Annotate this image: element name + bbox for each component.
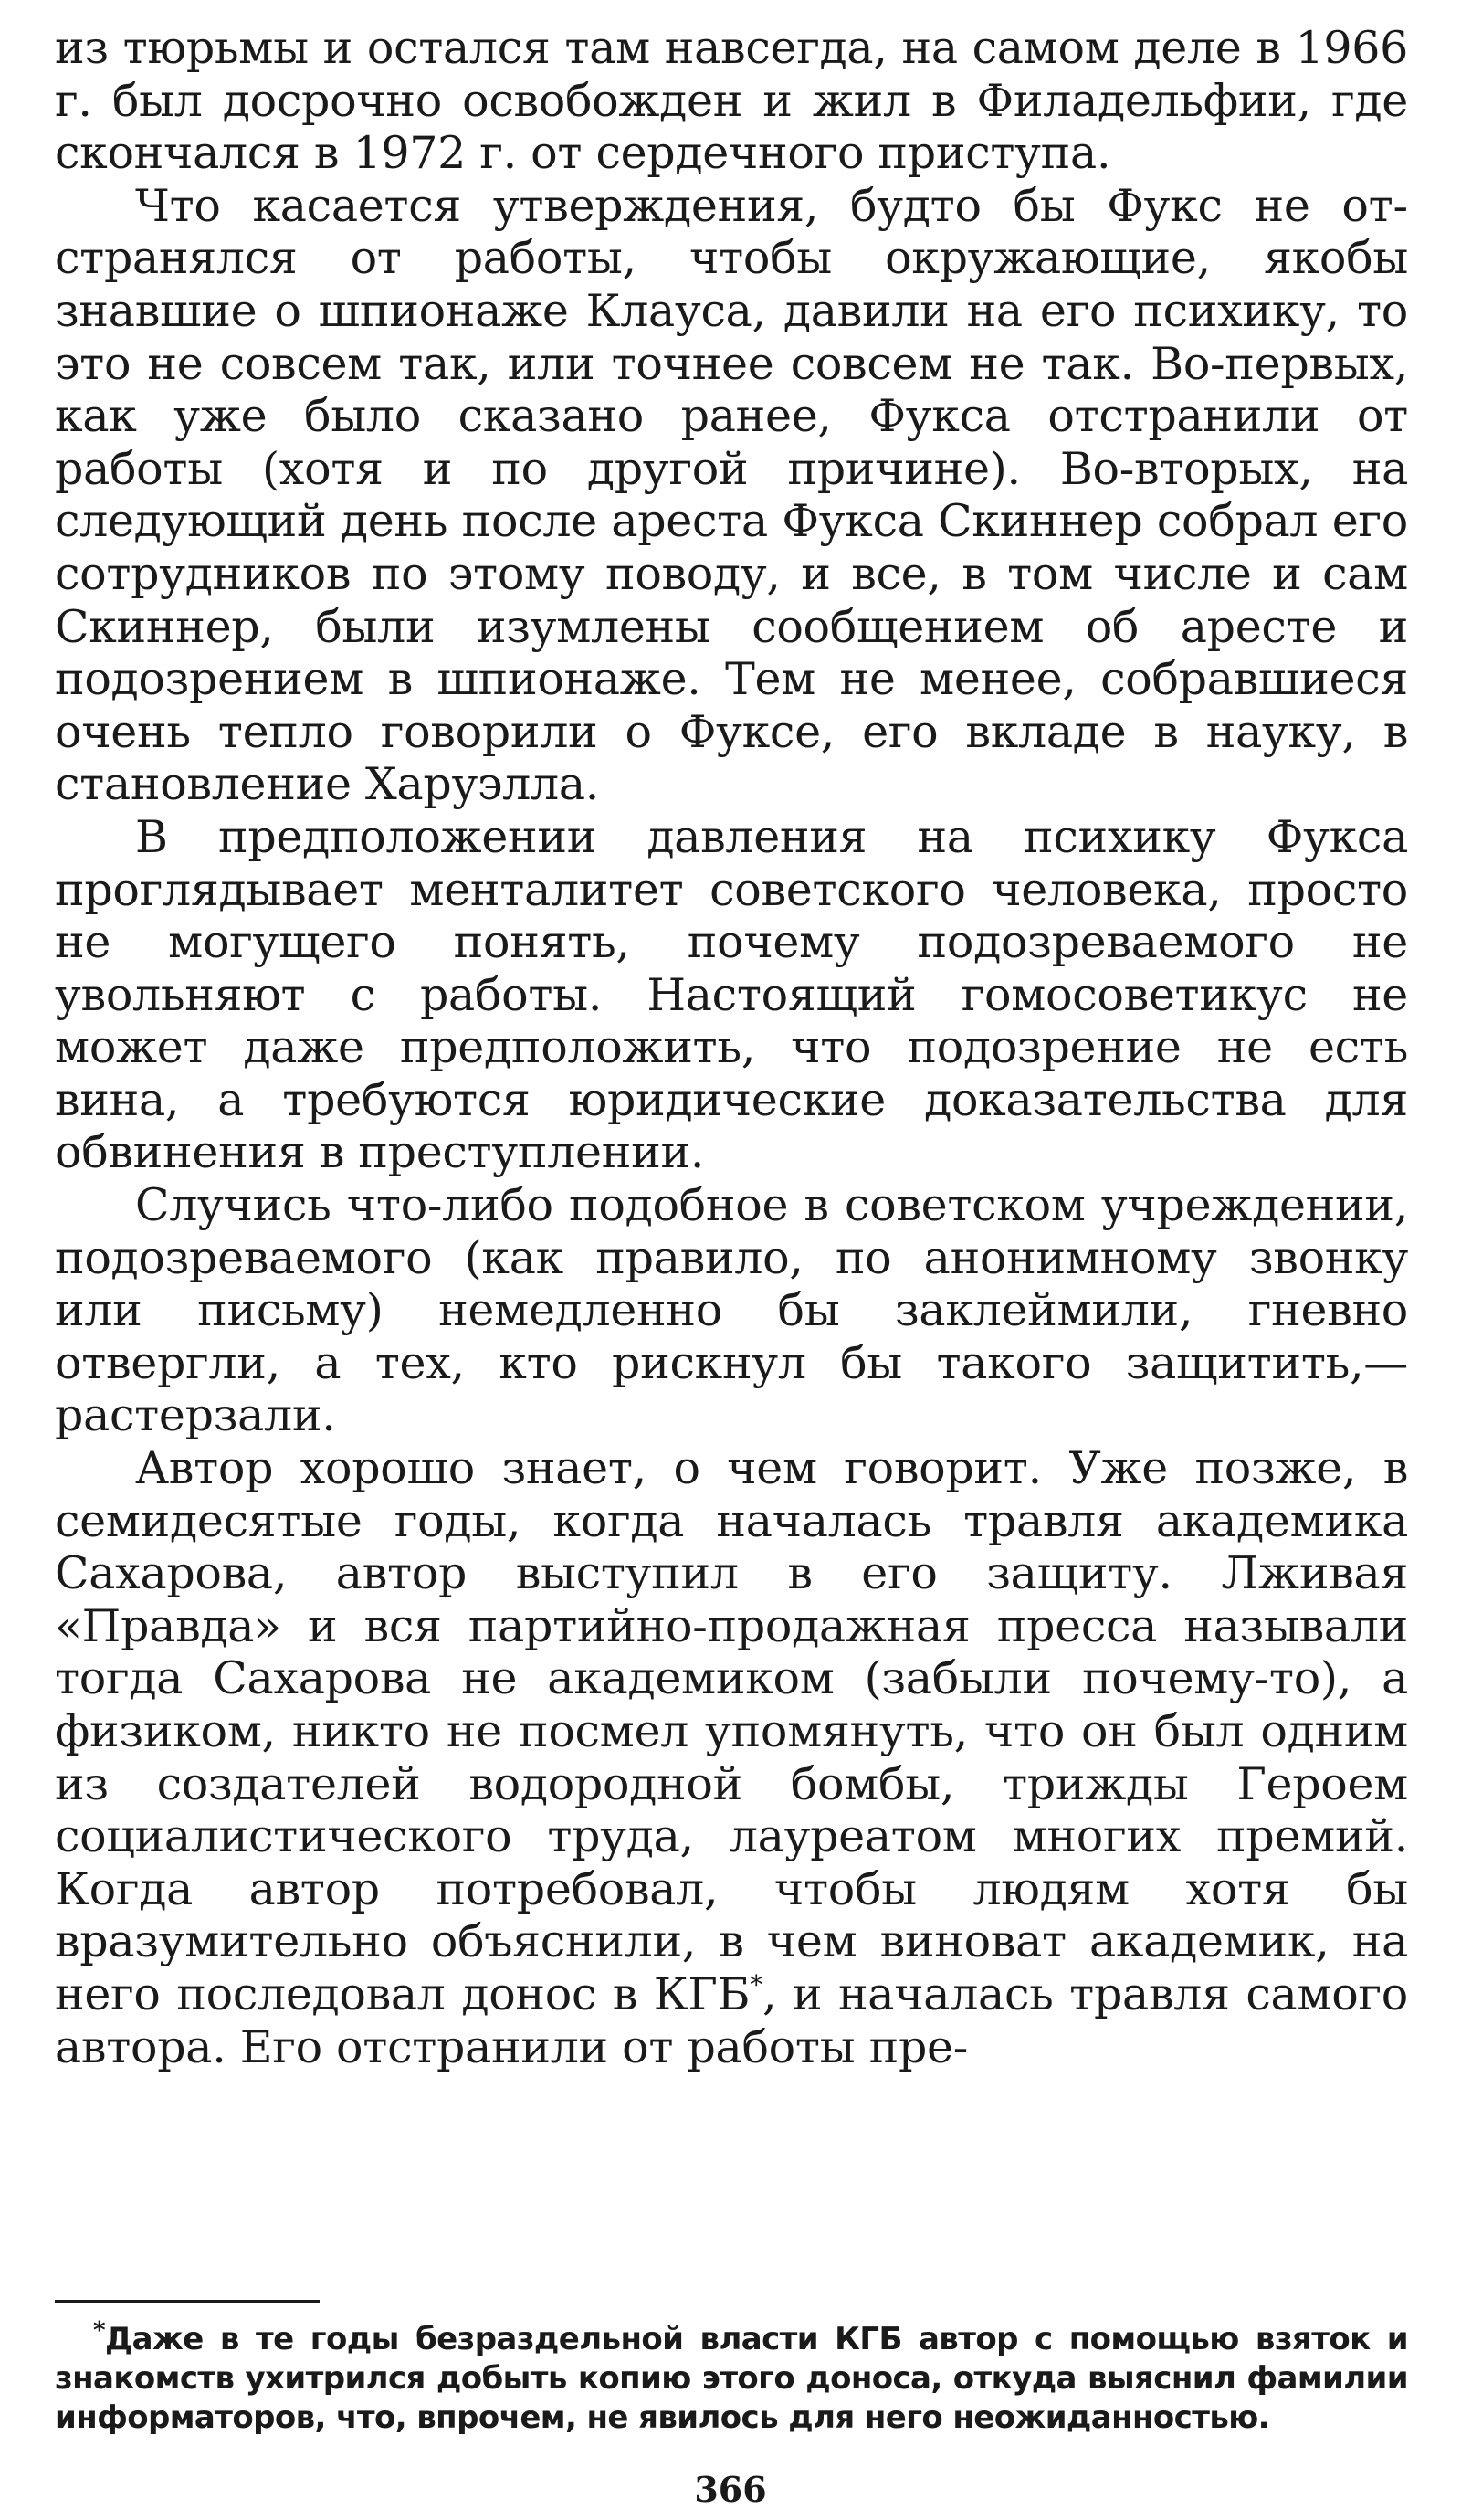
- paragraph-4: Случись что-либо подобное в советском учреждении, подозреваемого (как правило, по анонимному звонку или письму) немедленно бы заклеймили, гневно отвергли, а тех, кто рискнул бы такого защитить,— растерзали.: [55, 1179, 1408, 1442]
- paragraph-5-continuation: , и началась травля самого автора. Его отстранили от работы пре-: [55, 1967, 1409, 2073]
- footnote-text: Даже в те годы безраздельной власти КГБ автор с помощью взяток и знакомств ухитрился добыть копию этого доноса, откуда выяснил фамилии информаторов, что, впрочем, не явилось для него неожиданностью.: [55, 2321, 1408, 2436]
- paragraph-5: [55, 1442, 1408, 2073]
- main-text: [55, 22, 1408, 2073]
- page-number: 366: [694, 2469, 767, 2510]
- footnote: [55, 2316, 1408, 2438]
- paragraph-5-text: Автор хорошо знает, о чем говорит. Уже позже, в семидесятые годы, когда началась травля академика Сахарова, автор выступил в его защиту. Лживая «Правда» и вся партийно-продажная пресса называли тогда Сахарова не академиком (забыли почему-то), а физиком, никто не посмел упомянуть, что он был одним из создателей водородной бомбы, трижды Героем социалистического труда, лауреатом многих премий. Когда автор потребовал, чтобы людям хотя бы вразумительно объяснили, в чем виноват академик, на него последовал донос в КГБ: [55, 1442, 1408, 2020]
- paragraph-1: из тюрьмы и остался там навсегда, на самом деле в 1966 г. был досрочно освобожден и жил в Филадельфии, где скончался в 1972 г. от сердечного приступа.: [55, 22, 1408, 180]
- page-body: [55, 22, 1408, 2073]
- paragraph-3: В предположении давления на психику Фукса проглядывает менталитет советского человека, просто не могущего понять, почему подозреваемого не увольняют с работы. Настоящий гомосоветикус не может даже предположить, что подозрение не есть вина, а требуются юридические доказательства для обвинения в преступлении.: [55, 810, 1408, 1179]
- paragraph-2: Что касается утверждения, будто бы Фукс не отстранялся от работы, чтобы окружающие, якобы знавшие о шпионаже Клауса, давили на его психику, то это не совсем так, или точнее совсем не так. Во-первых, как уже было сказано ранее, Фукса отстранили от работы (хотя и по другой причине). Во-вторых, на следующий день после ареста Фукса Скиннер собрал его сотрудников по этому поводу, и все, в том числе и сам Скиннер, были изумлены сообщением об аресте и подозрением в шпионаже. Тем не менее, собравшиеся очень тепло говорили о Фуксе, его вкладе в науку, в становление Харуэлла.: [55, 179, 1408, 811]
- footnote-divider: [55, 2300, 320, 2303]
- footnote-reference: *: [750, 1969, 762, 2000]
- footnote-marker: *: [93, 2316, 105, 2345]
